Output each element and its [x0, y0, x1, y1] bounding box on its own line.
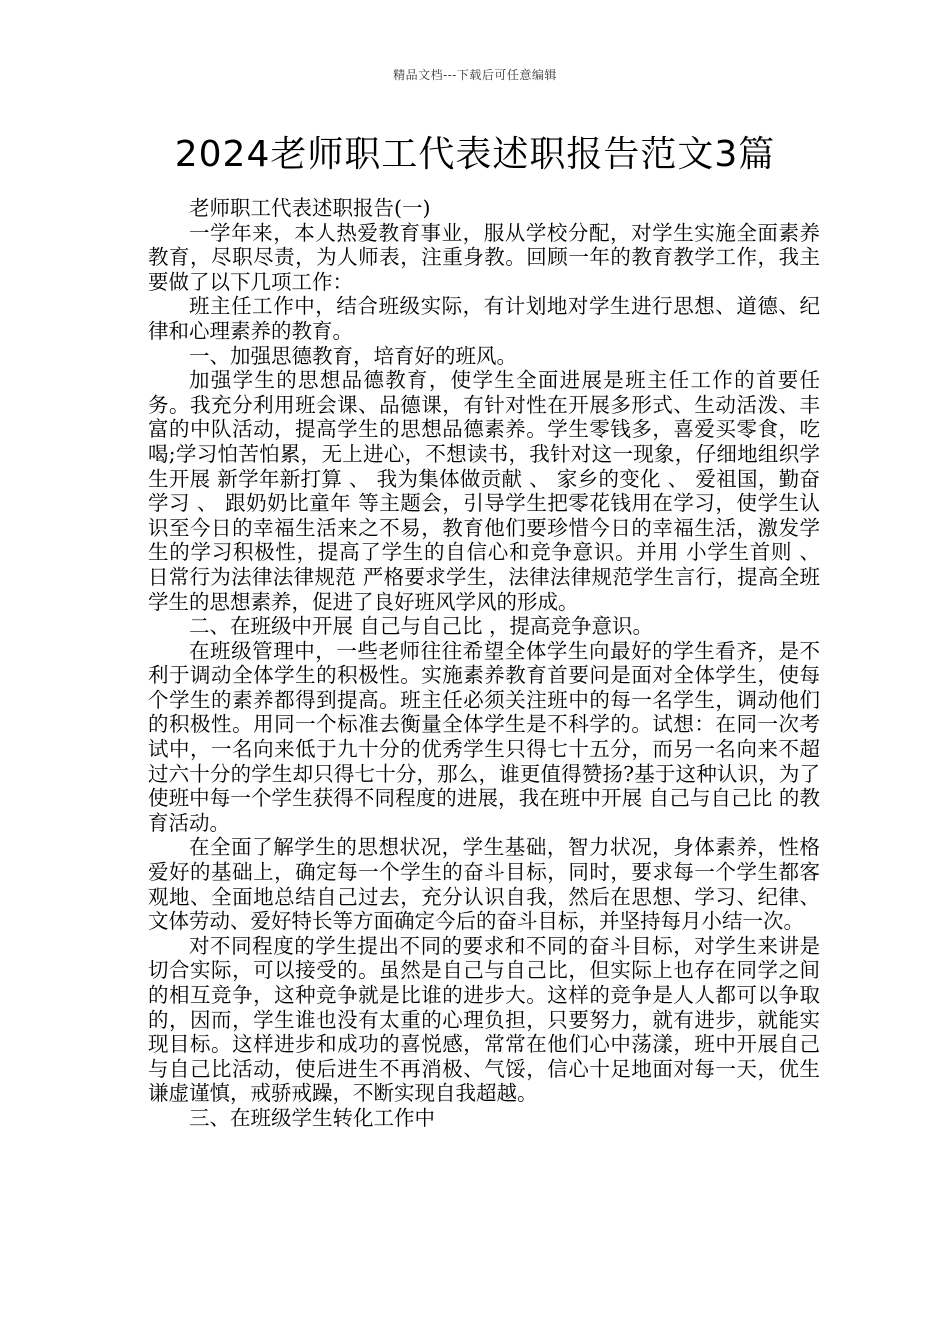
section-heading-2: 二、在班级中开展 自己与自己比 ，提高竞争意识。: [189, 614, 654, 639]
paragraph-intro: 一学年来，本人热爱教育事业，服从学校分配，对学生实施全面素养教育，尽职尽责，为人师表，注重身教。回顾一年的教育教学工作，我主要做了以下几项工作：: [148, 220, 820, 294]
header-note: 精品文档---下载后可任意编辑: [393, 68, 557, 82]
document-title: 2024老师职工代表述职报告范文3篇: [174, 134, 776, 175]
paragraph-class-management: 在班级管理中，一些老师往往希望全体学生向最好的学生看齐，是不利于调动全体学生的积极性。实施素养教育首要问是面对全体学生，使每个学生的素养都得到提高。班主任必须关注班中的每一名学生，调动他们的积极性。用同一个标准去衡量全体学生是不科学的。试想：在同一次考试中，一名向来低于九十分的优秀学生只得七十五分，而另一名向来不超过六十分的学生却只得七十分，那么，谁更值得赞扬?基于这种认识，为了使班中每一个学生获得不同程度的进展，我在班中开展 自己与自己比 的教育活动。: [148, 638, 820, 835]
document-body: [148, 196, 820, 1131]
paragraph-student-goals: 在全面了解学生的思想状况，学生基础，智力状况，身体素养，性格爱好的基础上，确定每一个学生的奋斗目标，同时，要求每一个学生都客观地、全面地总结自己过去，充分认识自我，然后在思想、学习、纪律、文体劳动、爱好特长等方面确定今后的奋斗目标，并坚持每月小结一次。: [148, 835, 820, 934]
paragraph-class-teacher-work: 班主任工作中，结合班级实际，有计划地对学生进行思想、道德、纪律和心理素养的教育。: [148, 294, 820, 343]
paragraph-competition: 对不同程度的学生提出不同的要求和不同的奋斗目标，对学生来讲是切合实际，可以接受的。虽然是自己与自己比，但实际上也存在同学之间的相互竞争，这种竞争就是比谁的进步大。这样的竞争是人人都可以争取的，因而，学生谁也没有太重的心理负担，只要努力，就有进步，就能实现目标。这样进步和成功的喜悦感，常常在他们心中荡漾，班中开展自己与自己比活动，使后进生不再消极、气馁，信心十足地面对每一天，优生谦虚谨慎，戒骄戒躁，不断实现自我超越。: [148, 933, 820, 1106]
section-heading-3: 三、在班级学生转化工作中: [189, 1105, 435, 1130]
section-heading-1: 一、加强思德教育，培育好的班风。: [189, 343, 517, 368]
paragraph-moral-education: 加强学生的思想品德教育，使学生全面进展是班主任工作的首要任务。我充分利用班会课、品德课，有针对性在开展多形式、生动活泼、丰富的中队活动，提高学生的思想品德素养。学生零钱多，喜爱买零食，吃喝;学习怕苦怕累，无上进心，不想读书，我针对这一现象，仔细地组织学生开展 新学年新打算 、 我为集体做贡献 、 家乡的变化 、 爱祖国，勤奋学习 、 跟奶奶比童年 等主题会，引导学生把零花钱用在学习，使学生认识至今日的幸福生活来之不易，教育他们要珍惜今日的幸福生活，激发学生的学习积极性，提高了学生的自信心和竞争意识。并用 小学生首则 、 日常行为法律法律规范 严格要求学生，法律法律规范学生言行，提高全班学生的思想素养，促进了良好班风学风的形成。: [148, 368, 820, 614]
section-heading-report-1: 老师职工代表述职报告(一): [189, 196, 431, 220]
